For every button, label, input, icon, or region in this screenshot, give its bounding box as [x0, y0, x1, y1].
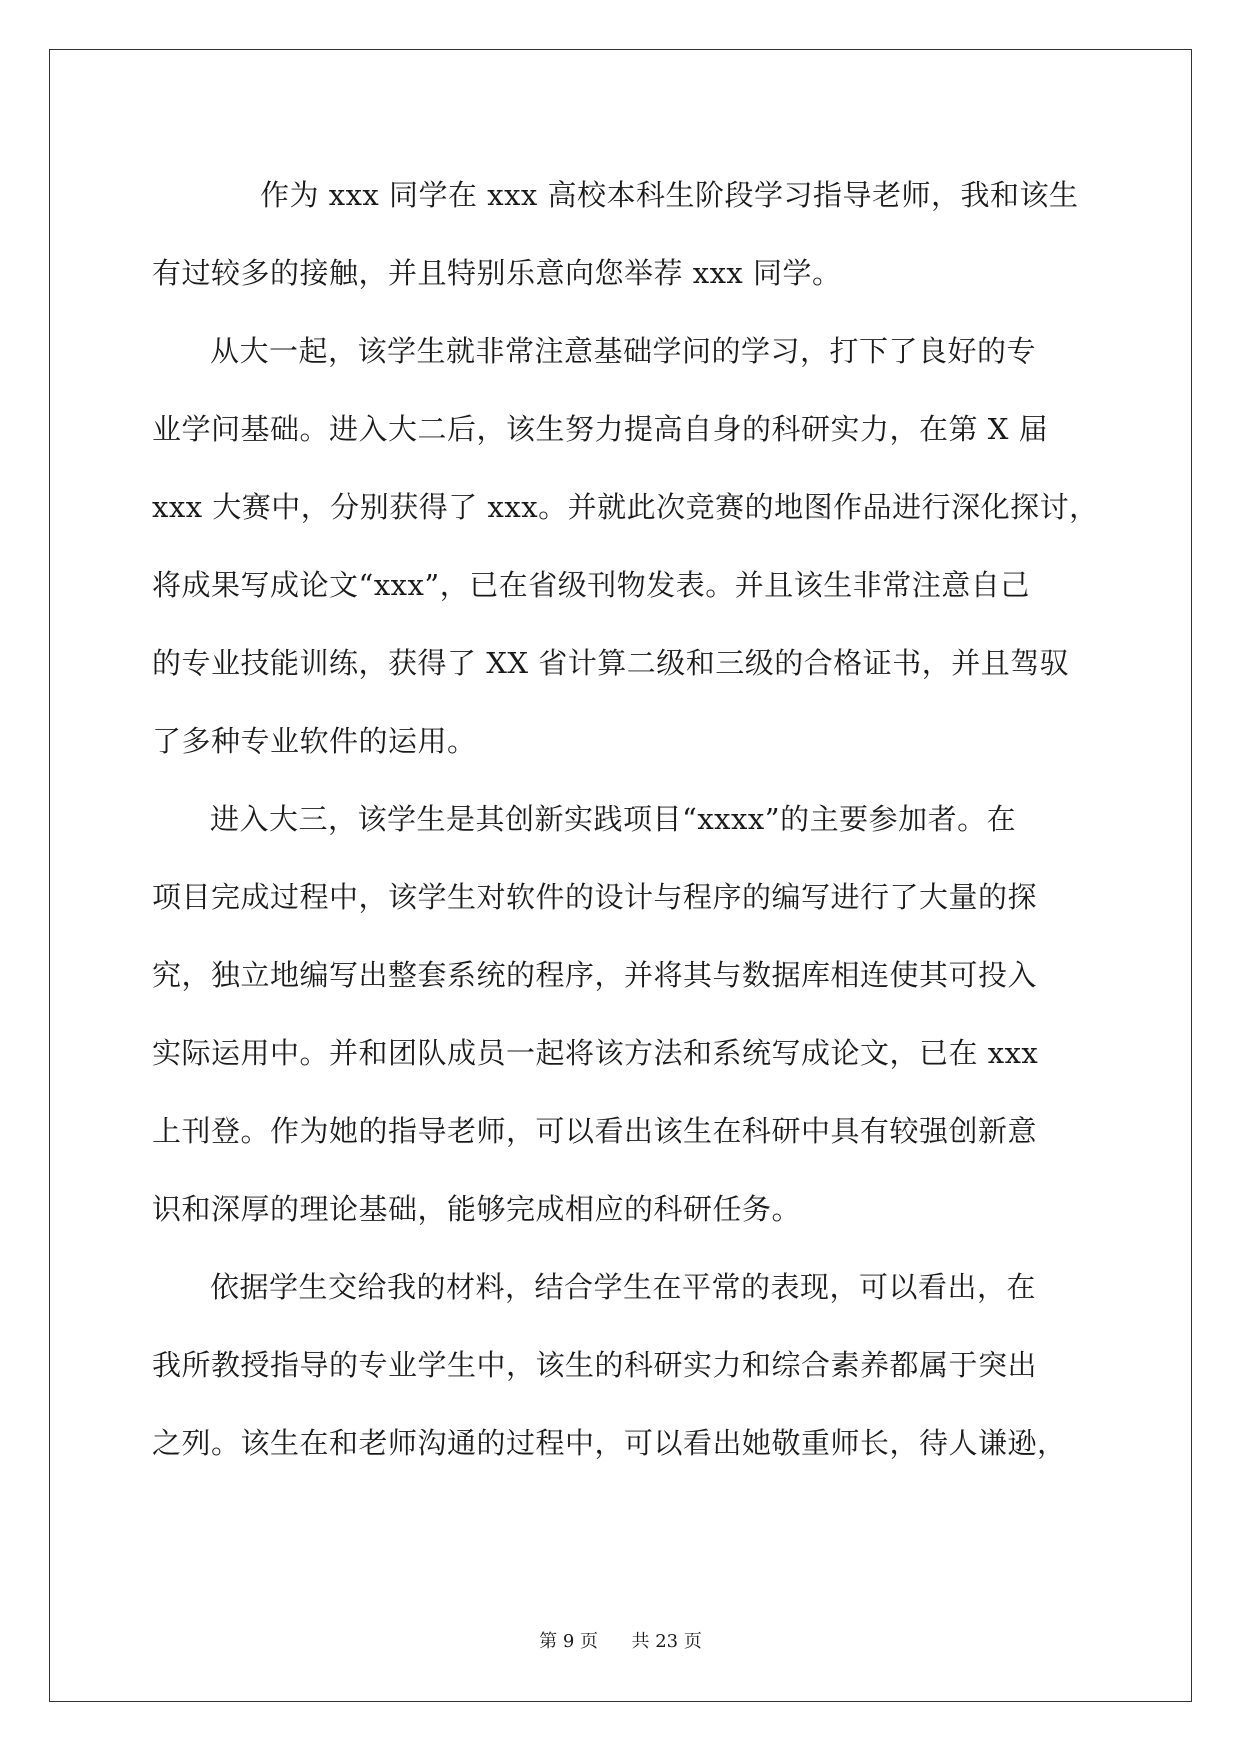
text-line: 有过较多的接触，并且特别乐意向您举荐 xxx 同学。: [152, 256, 842, 290]
text-line: 识和深厚的理论基础，能够完成相应的科研任务。: [152, 1192, 802, 1226]
text-line: 究，独立地编写出整套系统的程序，并将其与数据库相连使其可投入: [152, 958, 1038, 992]
page-footer: [0, 1627, 1241, 1653]
text-line: 从大一起，该学生就非常注意基础学问的学习，打下了良好的专: [210, 334, 1037, 368]
text-line: 之列。该生在和老师沟通的过程中，可以看出她敬重师长，待人谦逊，: [152, 1426, 1067, 1460]
text-line: 的专业技能训练，获得了 XX 省计算二级和三级的合格证书，并且驾驭: [152, 646, 1070, 680]
text-line: 了多种专业软件的运用。: [152, 724, 477, 758]
text-line: 将成果写成论文“xxx”，已在省级刊物发表。并且该生非常注意自己: [152, 568, 1030, 602]
text-line: xxx 大赛中，分别获得了 xxx。并就此次竞赛的地图作品进行深化探讨，: [152, 490, 1099, 524]
text-line: 实际运用中。并和团队成员一起将该方法和系统写成论文，已在 xxx: [152, 1036, 1039, 1070]
text-line: 依据学生交给我的材料，结合学生在平常的表现，可以看出，在: [210, 1270, 1037, 1304]
document-body: [152, 166, 1099, 1492]
text-line: 作为 xxx 同学在 xxx 高校本科生阶段学习指导老师，我和该生: [260, 178, 1079, 212]
page-number-total: 共 23 页: [631, 1631, 702, 1652]
text-line: 上刊登。作为她的指导老师，可以看出该生在科研中具有较强创新意: [152, 1114, 1038, 1148]
text-line: 业学问基础。进入大二后，该生努力提高自身的科研实力，在第 X 届: [152, 412, 1049, 446]
text-line: 进入大三，该学生是其创新实践项目“xxxx”的主要参加者。在: [210, 802, 1017, 836]
text-line: 我所教授指导的专业学生中，该生的科研实力和综合素养都属于突出: [152, 1348, 1038, 1382]
page-number-current: 第 9 页: [539, 1631, 599, 1652]
text-line: 项目完成过程中，该学生对软件的设计与程序的编写进行了大量的探: [152, 880, 1038, 914]
